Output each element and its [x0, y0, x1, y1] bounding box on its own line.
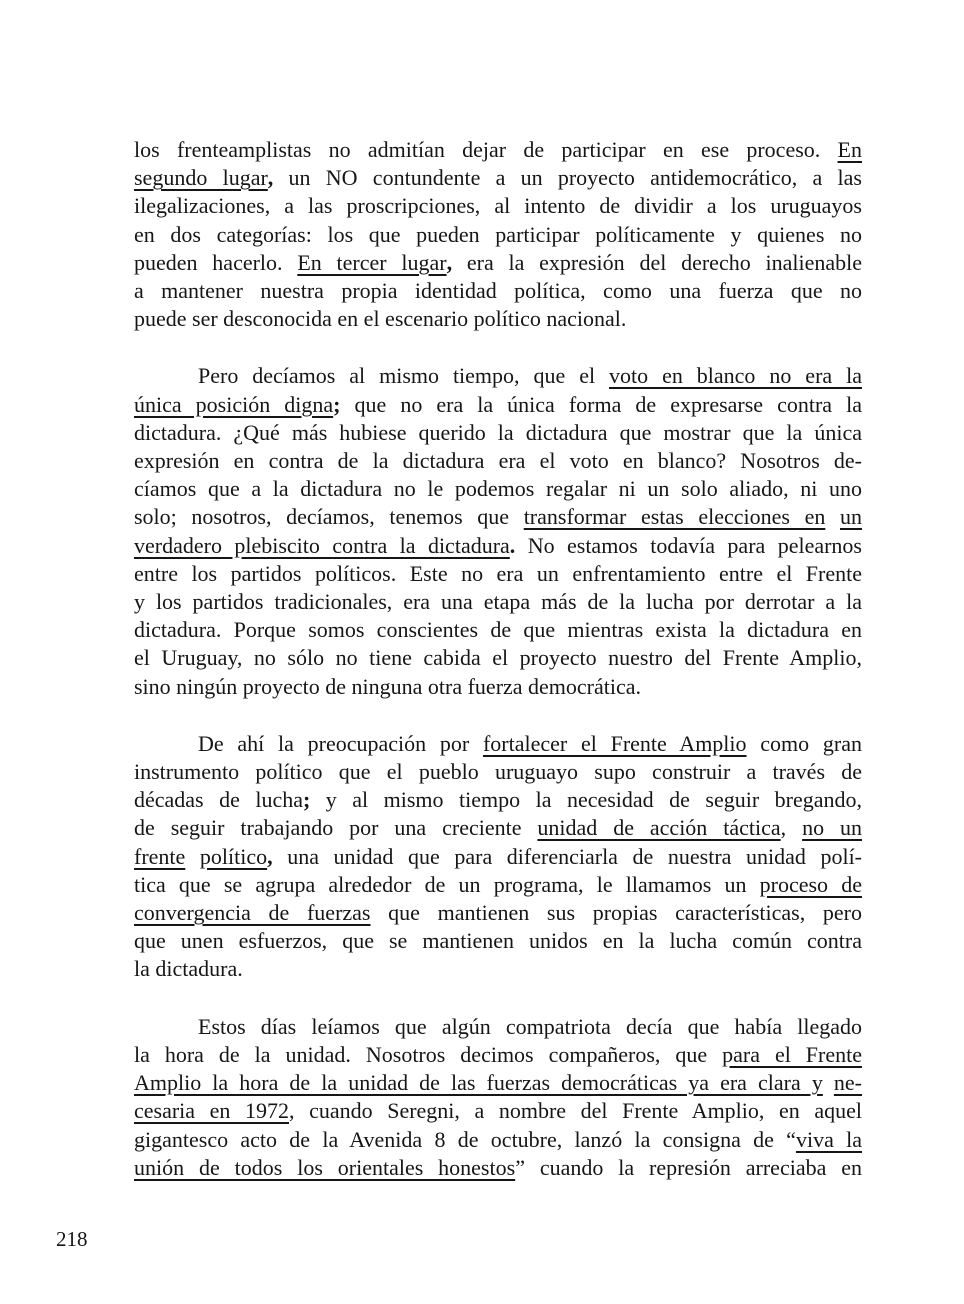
- text-line: [134, 814, 862, 842]
- body-text: sino ningún proyecto de ninguna otra fuerza democrática.: [134, 673, 642, 699]
- text-line: [134, 786, 862, 814]
- underlined-text: un: [840, 504, 862, 530]
- underlined-text: voto en blanco no era la: [609, 363, 862, 389]
- body-text: solo; nosotros, decíamos, tenemos que: [134, 504, 524, 530]
- text-line: [134, 447, 862, 475]
- paragraph: [134, 362, 862, 700]
- body-text: De ahí la preocupación por: [198, 730, 483, 756]
- body-text: pueden hacerlo.: [134, 249, 298, 275]
- text-line: [134, 362, 862, 390]
- body-text: Pero decíamos al mismo tiempo, que el: [198, 363, 610, 389]
- paragraph: [134, 730, 862, 984]
- bold-punctuation: ,: [446, 249, 453, 275]
- body-text: cíamos que a la dictadura no le podemos regalar ni un solo aliado, ni uno: [134, 476, 862, 502]
- text-line: [134, 277, 862, 305]
- bold-punctuation: ,: [267, 165, 274, 191]
- body-text: un NO contundente a un proyecto antidemocrático, a las: [273, 165, 862, 191]
- text-block: [134, 136, 862, 1182]
- text-line: [134, 644, 862, 672]
- underlined-text: proceso de: [759, 871, 862, 897]
- text-line: [134, 673, 862, 701]
- paragraph: [134, 136, 862, 333]
- body-text: ,: [780, 815, 803, 841]
- body-text: dictadura. ¿Qué más hubiese querido la dictadura que mostrar que la única: [134, 419, 862, 445]
- text-line: [134, 843, 862, 871]
- body-text: que mantienen sus propias características, pero: [370, 900, 863, 926]
- body-text: una unidad que para diferenciarla de nuestra unidad polí-: [272, 843, 863, 869]
- underlined-text: político: [199, 843, 268, 869]
- bold-punctuation: ;: [333, 391, 341, 417]
- body-text: [823, 1070, 834, 1095]
- text-line: [134, 1013, 862, 1041]
- text-line: [134, 136, 862, 164]
- body-text: ilegalizaciones, a las proscripciones, al intento de dividir a los uruguayos: [134, 193, 862, 219]
- underlined-text: Amplio la hora de la unidad de las fuerzas democráticas ya era clara y: [134, 1070, 823, 1096]
- text-line: [134, 391, 862, 419]
- body-text: puede ser desconocida en el escenario político nacional.: [134, 306, 627, 332]
- body-text: de seguir trabajando por una creciente: [134, 815, 538, 841]
- text-line: [134, 305, 862, 333]
- text-line: [134, 419, 862, 447]
- body-text: tica que se agrupa alrededor de un programa, le llamamos un: [134, 871, 760, 897]
- underlined-text: En: [837, 137, 862, 162]
- underlined-text: cesaria en 1972: [134, 1098, 289, 1124]
- body-text: dictadura. Porque somos conscientes de que mientras exista la dictadura en: [134, 617, 862, 643]
- body-text: el Uruguay, no sólo no tiene cabida el proyecto nuestro del Frente Amplio,: [134, 645, 862, 671]
- body-text: a mantener nuestra propia identidad política, como una fuerza que no: [134, 278, 862, 304]
- body-text: y al mismo tiempo la necesidad de seguir bregando,: [310, 787, 862, 813]
- body-text: , cuando Seregni, a nombre del Frente Amplio, en aquel: [289, 1098, 862, 1124]
- page-number: 218: [56, 1227, 88, 1251]
- body-text: en dos categorías: los que pueden participar políticamente y quienes no: [134, 221, 862, 247]
- body-text: y los partidos tradicionales, era una etapa más de la lucha por derrotar a la: [134, 589, 862, 615]
- text-line: [134, 1097, 862, 1125]
- body-text: expresión en contra de la dictadura era el voto en blanco? Nosotros de-: [134, 448, 862, 474]
- underlined-text: unidad de acción táctica: [537, 815, 781, 841]
- text-line: [134, 1041, 862, 1069]
- body-text: instrumento político que el pueblo uruguayo supo construir a través de: [134, 759, 862, 785]
- text-line: [134, 730, 862, 758]
- paragraph: [134, 1013, 862, 1182]
- text-line: [134, 249, 862, 277]
- text-line: [134, 475, 862, 503]
- body-text: ” cuando la represión arreciaba en: [515, 1154, 862, 1180]
- body-text: era la expresión del derecho inalienable: [452, 249, 862, 275]
- bold-punctuation: .: [509, 532, 516, 558]
- text-line: [134, 560, 862, 588]
- body-text: gigantesco acto de la Avenida 8 de octubre, lanzó la consigna de “: [134, 1126, 796, 1152]
- text-line: [134, 503, 862, 531]
- text-line: [134, 1126, 862, 1154]
- bold-punctuation: ;: [302, 787, 311, 813]
- text-line: [134, 871, 862, 899]
- text-line: [134, 1069, 862, 1097]
- bold-punctuation: ,: [267, 843, 273, 869]
- underlined-text: fortalecer el Frente Amplio: [482, 730, 747, 756]
- body-text: [185, 844, 200, 869]
- body-text: que unen esfuerzos, que se mantienen unidos en la lucha común contra: [134, 928, 862, 954]
- underlined-text: unión de todos los orientales honestos: [134, 1154, 516, 1180]
- body-text: décadas de lucha: [134, 787, 303, 813]
- text-line: [134, 616, 862, 644]
- text-line: [134, 927, 862, 955]
- underlined-text: verdadero plebiscito contra la dictadura: [134, 532, 510, 558]
- body-text: que no era la única forma de expresarse contra la: [340, 391, 862, 417]
- text-line: [134, 758, 862, 786]
- text-line: [134, 899, 862, 927]
- body-text: entre los partidos políticos. Este no era un enfrentamiento entre el Frente: [134, 560, 862, 586]
- text-line: [134, 192, 862, 220]
- underlined-text: para el Frente: [722, 1041, 862, 1067]
- text-line: [134, 1154, 862, 1182]
- underlined-text: única posición digna: [134, 391, 334, 417]
- body-text: [825, 504, 840, 529]
- body-text: Estos días leíamos que algún compatriota decía que había llegado: [198, 1013, 862, 1039]
- body-text: como gran: [746, 730, 863, 756]
- text-line: [134, 221, 862, 249]
- body-text: la hora de la unidad. Nosotros decimos compañeros, que: [134, 1041, 723, 1067]
- text-line: [134, 532, 862, 560]
- body-text: los frenteamplistas no admitían dejar de participar en ese proceso.: [134, 137, 838, 162]
- underlined-text: En tercer lugar: [297, 249, 447, 275]
- underlined-text: ne-: [833, 1070, 862, 1096]
- underlined-text: viva la: [795, 1126, 862, 1152]
- underlined-text: transformar estas elecciones en: [523, 504, 826, 530]
- underlined-text: segundo lugar: [134, 165, 268, 191]
- body-text: la dictadura.: [134, 956, 243, 982]
- text-line: [134, 955, 862, 983]
- text-line: [134, 164, 862, 192]
- underlined-text: frente: [134, 843, 186, 869]
- body-text: No estamos todavía para pelearnos: [515, 532, 862, 558]
- underlined-text: convergencia de fuerzas: [134, 900, 371, 926]
- text-line: [134, 588, 862, 616]
- underlined-text: no un: [802, 815, 863, 841]
